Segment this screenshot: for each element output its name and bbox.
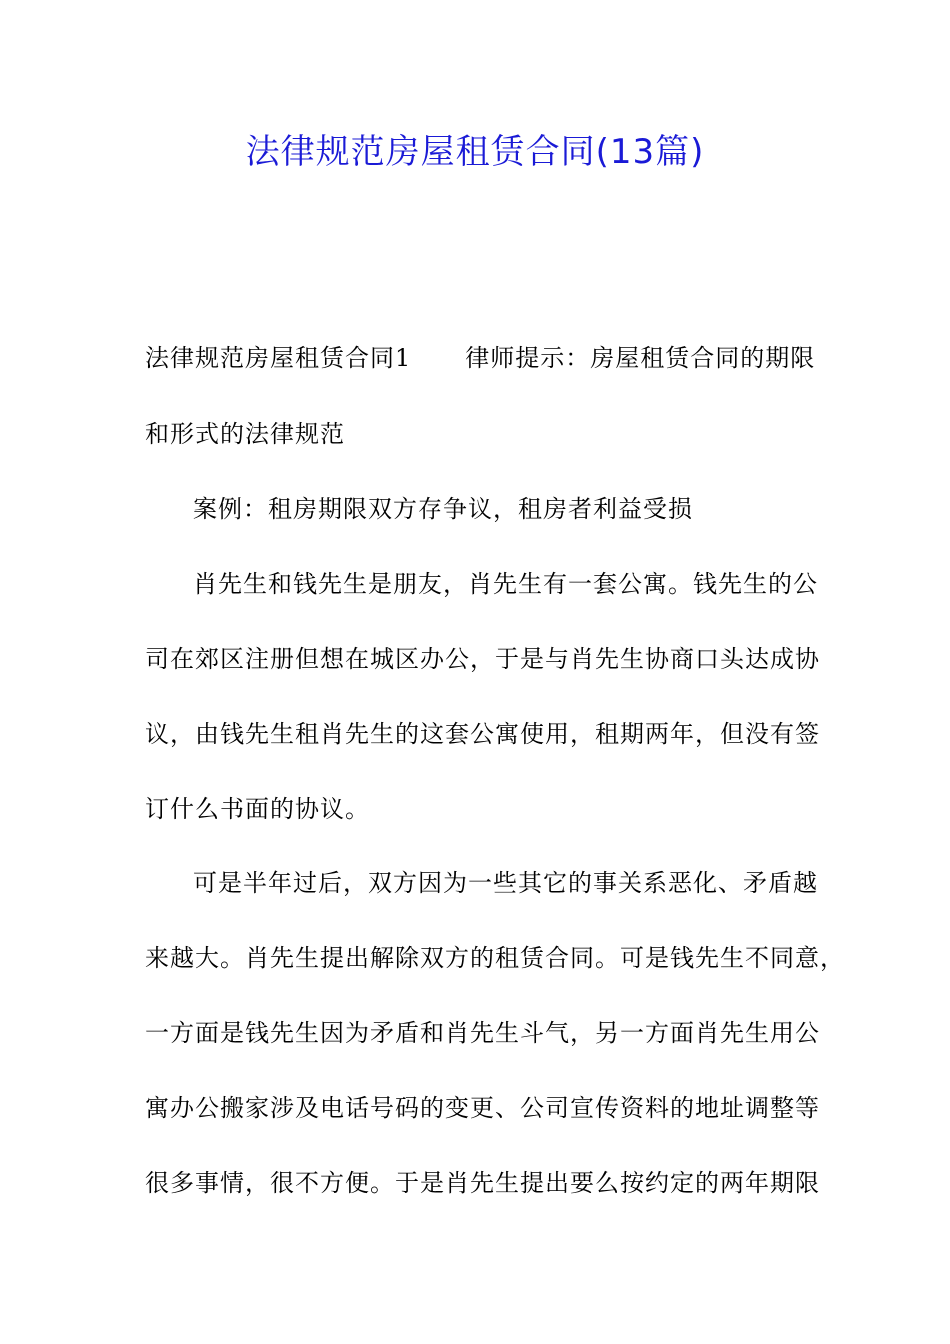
paragraph-line: 肖先生和钱先生是朋友，肖先生有一套公寓。钱先生的公 (193, 570, 818, 598)
case-line: 案例：租房期限双方存争议，租房者利益受损 (193, 495, 693, 523)
contract-heading: 法律规范房屋租赁合同1 (145, 344, 412, 372)
paragraph-line: 可是半年过后，双方因为一些其它的事关系恶化、矛盾越 (193, 869, 818, 897)
document-title: 法律规范房屋租赁合同(13篇) (245, 132, 705, 172)
paragraph-line: 议，由钱先生租肖先生的这套公寓使用，租期两年，但没有签 (145, 720, 820, 748)
paragraph-line: 司在郊区注册但想在城区办公，于是与肖先生协商口头达成协 (145, 645, 820, 673)
lawyer-tip: 律师提示：房屋租赁合同的期限 (465, 344, 816, 372)
paragraph-line: 寓办公搬家涉及电话号码的变更、公司宣传资料的地址调整等 (145, 1094, 820, 1122)
heading-continuation: 和形式的法律规范 (145, 420, 345, 448)
paragraph-line: 很多事情，很不方便。于是肖先生提出要么按约定的两年期限 (145, 1169, 820, 1197)
paragraph-line: 来越大。肖先生提出解除双方的租赁合同。可是钱先生不同意， (145, 944, 845, 972)
heading-line (145, 342, 835, 374)
paragraph-line: 一方面是钱先生因为矛盾和肖先生斗气，另一方面肖先生用公 (145, 1019, 820, 1047)
paragraph-line: 订什么书面的协议。 (145, 795, 370, 823)
